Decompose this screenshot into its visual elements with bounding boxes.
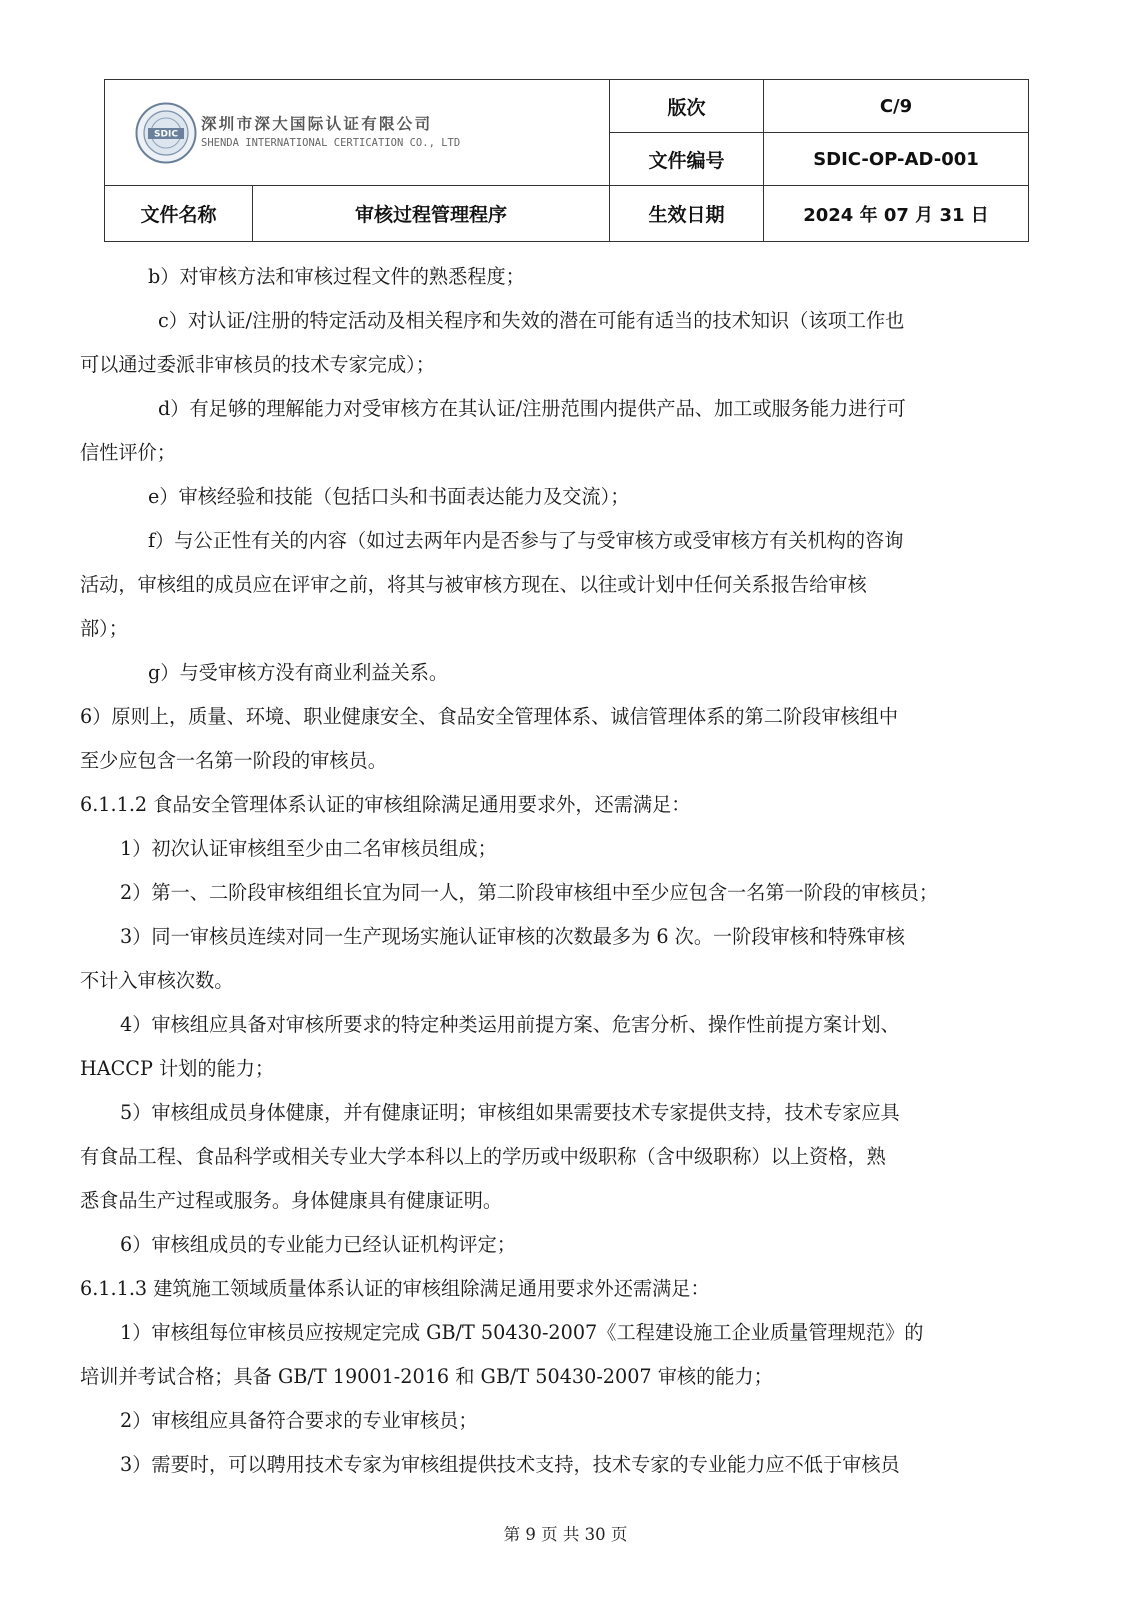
- document-header-table: [104, 79, 1029, 242]
- body-line: c）对认证/注册的特定活动及相关程序和失效的潜在可能有适当的技术知识（该项工作也: [158, 309, 905, 332]
- body-line: 3）需要时，可以聘用技术专家为审核组提供技术支持，技术专家的专业能力应不低于审核员: [120, 1453, 900, 1476]
- section-heading: 6.1.1.3 建筑施工领域质量体系认证的审核组除满足通用要求外还需满足：: [80, 1277, 710, 1300]
- body-line: 2）审核组应具备符合要求的专业审核员；: [120, 1409, 478, 1432]
- company-logo-cell: [105, 80, 610, 186]
- company-name-en: SHENDA INTERNATIONAL CERTICATION CO., LTD: [201, 137, 461, 149]
- body-line: 1）审核组每位审核员应按规定完成 GB/T 50430-2007《工程建设施工企业质量管理规范》的: [120, 1321, 924, 1344]
- body-line: HACCP 计划的能力；: [80, 1057, 275, 1080]
- body-line: 至少应包含一名第一阶段的审核员。: [80, 749, 387, 772]
- body-line: 4）审核组应具备对审核所要求的特定种类运用前提方案、危害分析、操作性前提方案计划、: [120, 1013, 900, 1036]
- company-seal-logo: [135, 102, 197, 164]
- body-line: 悉食品生产过程或服务。身体健康具有健康证明。: [80, 1189, 503, 1212]
- doc-number-label: 文件编号: [610, 133, 764, 186]
- body-line: b）对审核方法和审核过程文件的熟悉程度；: [148, 265, 525, 288]
- company-name-zh: 深圳市深大国际认证有限公司: [201, 114, 433, 133]
- logo-text: SDIC: [154, 129, 178, 139]
- effective-date-value: 2024 年 07 月 31 日: [764, 186, 1029, 242]
- body-line: e）审核经验和技能（包括口头和书面表达能力及交流）；: [148, 485, 630, 508]
- doc-name-value: 审核过程管理程序: [253, 186, 610, 242]
- body-line: 不计入审核次数。: [80, 969, 234, 992]
- body-line: 2）第一、二阶段审核组组长宜为同一人，第二阶段审核组中至少应包含一名第一阶段的审核员；: [120, 881, 939, 904]
- body-line: 1）初次认证审核组至少由二名审核员组成；: [120, 837, 497, 860]
- document-body: [80, 255, 1060, 1487]
- body-line: 培训并考试合格；具备 GB/T 19001-2016 和 GB/T 50430-2007 审核的能力；: [80, 1365, 773, 1388]
- effective-date-label: 生效日期: [610, 186, 764, 242]
- doc-number-value: SDIC-OP-AD-001: [764, 133, 1029, 186]
- body-line: d）有足够的理解能力对受审核方在其认证/注册范围内提供产品、加工或服务能力进行可: [158, 397, 906, 420]
- body-line: 6）审核组成员的专业能力已经认证机构评定；: [120, 1233, 516, 1256]
- body-line: 有食品工程、食品科学或相关专业大学本科以上的学历或中级职称（含中级职称）以上资格，熟: [80, 1145, 886, 1168]
- body-line: 6）原则上，质量、环境、职业健康安全、食品安全管理体系、诚信管理体系的第二阶段审核组中: [80, 705, 899, 728]
- body-line: 活动，审核组的成员应在评审之前，将其与被审核方现在、以往或计划中任何关系报告给审核: [80, 573, 867, 596]
- page-number-footer: 第 9 页 共 30 页: [503, 1525, 628, 1544]
- doc-name-label: 文件名称: [105, 186, 253, 242]
- body-line: 3）同一审核员连续对同一生产现场实施认证审核的次数最多为 6 次。一阶段审核和特殊审核: [120, 925, 905, 948]
- body-line: g）与受审核方没有商业利益关系。: [148, 661, 449, 684]
- body-line: 部）；: [80, 617, 128, 640]
- body-line: 5）审核组成员身体健康，并有健康证明；审核组如果需要技术专家提供支持，技术专家应具: [120, 1101, 900, 1124]
- body-line: 信性评价；: [80, 441, 176, 464]
- version-value: C/9: [764, 80, 1029, 133]
- body-line: f）与公正性有关的内容（如过去两年内是否参与了与受审核方或受审核方有关机构的咨询: [148, 529, 904, 552]
- section-heading: 6.1.1.2 食品安全管理体系认证的审核组除满足通用要求外，还需满足：: [80, 793, 691, 816]
- body-line: 可以通过委派非审核员的技术专家完成）；: [80, 353, 435, 376]
- version-label: 版次: [610, 80, 764, 133]
